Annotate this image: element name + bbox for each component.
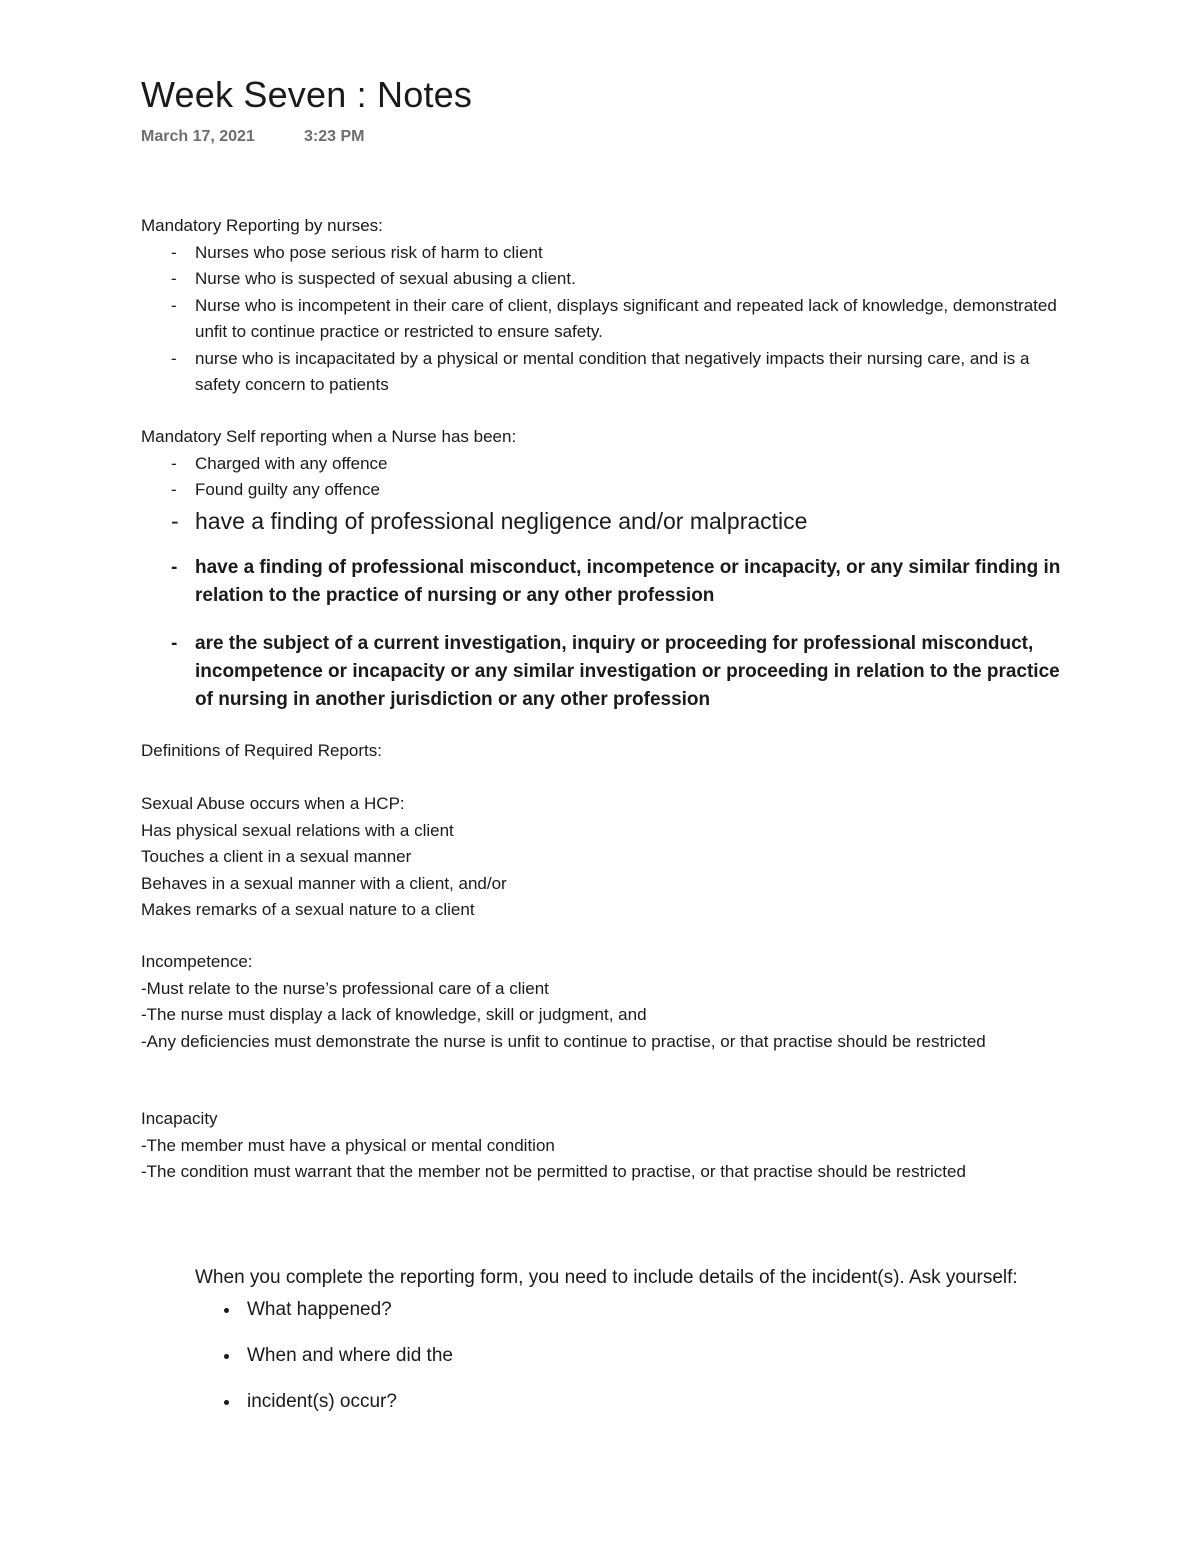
list-item xyxy=(141,451,1071,478)
note-metadata xyxy=(141,128,365,146)
text-line: Touches a client in a sexual manner xyxy=(141,847,412,866)
text-line: -Any deficiencies must demonstrate the nurse is unfit to continue to practise, or that practise should be restricted xyxy=(141,1031,986,1051)
list-item xyxy=(141,240,1071,267)
dash-marker: - xyxy=(171,507,179,534)
list-item xyxy=(141,346,1071,399)
dash-marker: - xyxy=(171,480,177,499)
section-heading: Incompetence: xyxy=(141,952,253,971)
text-line: Behaves in a sexual manner with a client, and/or xyxy=(141,873,507,893)
bullet-icon xyxy=(224,1308,229,1313)
dash-marker: - xyxy=(171,242,177,262)
bullet-icon xyxy=(224,1354,229,1359)
text-line: -The condition must warrant that the member not be permitted to practise, or that practise should be restricted xyxy=(141,1162,966,1181)
list-item-text: have a finding of professional negligence and/or malpractice xyxy=(195,507,808,534)
page-title: Week Seven : Notes xyxy=(141,74,473,115)
question-list xyxy=(195,1297,1025,1415)
section-heading: Mandatory Reporting by nurses: xyxy=(141,216,383,235)
incapacity-section xyxy=(141,1106,1071,1186)
section-heading: Definitions of Required Reports: xyxy=(141,741,382,760)
list-item-text: Nurses who pose serious risk of harm to client xyxy=(195,242,543,262)
text-line: -The nurse must display a lack of knowledge, skill or judgment, and xyxy=(141,1005,647,1024)
self-reporting-section xyxy=(141,424,1071,714)
reporting-form-section xyxy=(195,1265,1025,1415)
list-item-text: Charged with any offence xyxy=(195,453,388,473)
text-line: -The member must have a physical or mental condition xyxy=(141,1135,555,1155)
list-item xyxy=(141,554,1071,610)
list-item xyxy=(195,1389,1025,1415)
section-heading: Sexual Abuse occurs when a HCP: xyxy=(141,794,405,813)
list-item xyxy=(195,1297,1025,1323)
sexual-abuse-section xyxy=(141,791,1071,924)
list-item-text: are the subject of a current investigation, inquiry or proceeding for professional misconduct, incompetence or incapacity or any similar investigation or proceeding in relation to the practice of nursing in another jurisdiction or any other profession xyxy=(195,632,1060,710)
mandatory-reporting-list xyxy=(141,240,1071,399)
list-item xyxy=(141,266,1071,293)
intro-text: When you complete the reporting form, you need to include details of the incident(s). Ask yourself: xyxy=(195,1267,1018,1288)
text-line: Has physical sexual relations with a client xyxy=(141,820,454,840)
note-time: 3:23 PM xyxy=(304,128,365,145)
list-item-text: Found guilty any offence xyxy=(195,480,380,499)
self-reporting-list xyxy=(141,451,1071,714)
list-item xyxy=(141,506,1071,536)
dash-marker: - xyxy=(171,295,177,315)
dash-marker: - xyxy=(171,556,178,578)
list-item-text: nurse who is incapacitated by a physical or mental condition that negatively impacts their nursing care, and is a safety concern to patients xyxy=(195,348,1030,394)
incompetence-section xyxy=(141,949,1071,1055)
dash-marker: - xyxy=(171,269,177,288)
dash-marker: - xyxy=(171,632,178,654)
list-item-text: incident(s) occur? xyxy=(247,1391,397,1412)
mandatory-reporting-section xyxy=(141,213,1071,399)
list-item xyxy=(195,1343,1025,1369)
list-item-text: Nurse who is suspected of sexual abusing a client. xyxy=(195,269,576,288)
list-item-text: have a finding of professional misconduct, incompetence or incapacity, or any similar finding in relation to the practice of nursing or any other profession xyxy=(195,556,1061,606)
list-item-text: Nurse who is incompetent in their care of client, displays significant and repeated lack of knowledge, demonstrated unfit to continue practice or restricted to ensure safety. xyxy=(195,295,1057,341)
dash-marker: - xyxy=(171,453,177,473)
section-heading: Mandatory Self reporting when a Nurse has been: xyxy=(141,427,517,446)
dash-marker: - xyxy=(171,348,177,368)
section-heading: Incapacity xyxy=(141,1109,218,1128)
list-item xyxy=(141,293,1071,346)
bullet-icon xyxy=(224,1400,229,1405)
text-line: -Must relate to the nurse’s professional care of a client xyxy=(141,978,549,998)
note-date: March 17, 2021 xyxy=(141,128,255,145)
list-item xyxy=(141,477,1071,504)
list-item-text: What happened? xyxy=(247,1299,392,1320)
text-line: Makes remarks of a sexual nature to a client xyxy=(141,900,475,919)
list-item-text: When and where did the xyxy=(247,1345,453,1366)
list-item xyxy=(141,630,1071,714)
definitions-section xyxy=(141,738,1071,765)
